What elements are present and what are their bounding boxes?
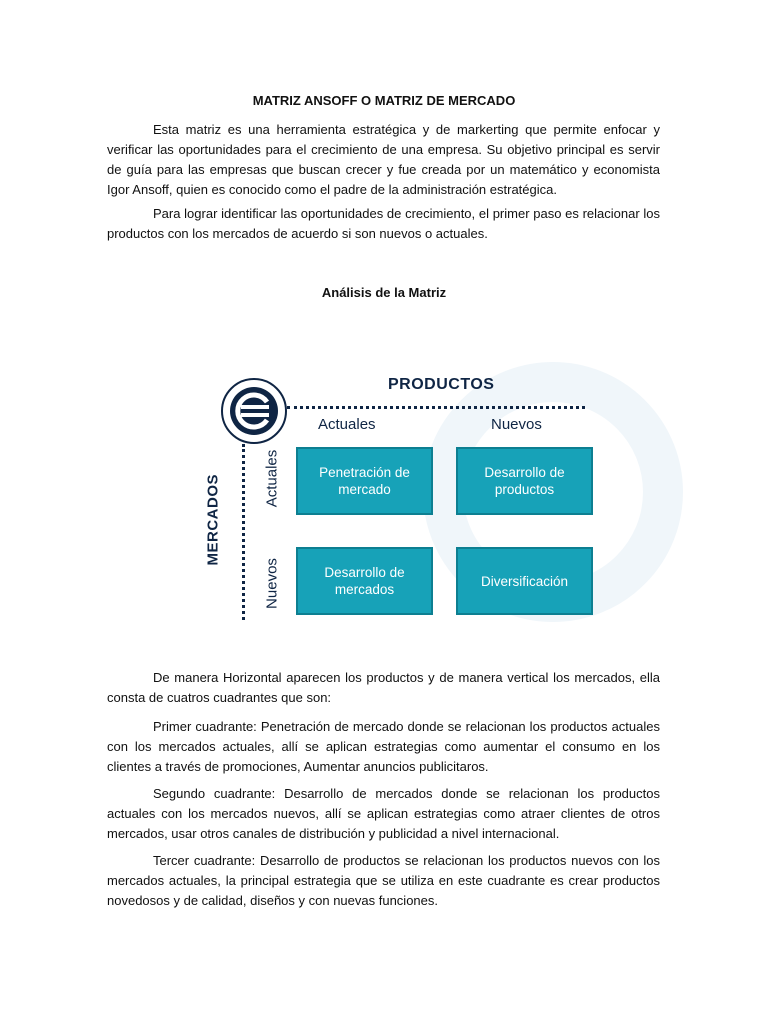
markets-axis-line xyxy=(242,444,245,620)
column-label-nuevos: Nuevos xyxy=(491,416,542,433)
row-label-nuevos: Nuevos xyxy=(263,558,281,609)
products-axis-line xyxy=(287,406,585,409)
logo-icon xyxy=(221,378,287,444)
ansoff-matrix-diagram xyxy=(173,312,623,654)
quadrant-penetracion-de-mercado: Penetración de mercado xyxy=(296,447,433,515)
quadrant-diversificacion: Diversificación xyxy=(456,547,593,615)
body-paragraph-2: Primer cuadrante: Penetración de mercado donde se relacionan los productos actuales con los mercados actuales, allí se aplican estrategias como aumentar el consumo en los clientes a través de promociones, Aumentar anuncios publicitaros. xyxy=(107,719,660,774)
body-paragraph-3: Segundo cuadrante: Desarrollo de mercados donde se relacionan los productos actuales con los mercados nuevos, allí se aplican estrategias como atraer clientes de otros mercados, usar otros canales de distribución y publicidad a nivel internacional. xyxy=(107,786,660,841)
body-paragraph-1: De manera Horizontal aparecen los productos y de manera vertical los mercados, ella consta de cuatros cuadrantes que son: xyxy=(107,670,660,705)
intro-paragraph-1: Esta matriz es una herramienta estratégica y de markerting que permite enfocar y verificar las oportunidades para el crecimiento de una empresa. Su objetivo principal es servir de guía para las empresas que buscan crecer y fue creada por un matemático y economista Igor Ansoff, quien es conocido como el padre de la administración estratégica. xyxy=(107,122,660,197)
row-label-actuales: Actuales xyxy=(263,449,281,508)
quadrant-desarrollo-de-mercados: Desarrollo de mercados xyxy=(296,547,433,615)
body-paragraph-4: Tercer cuadrante: Desarrollo de productos se relacionan los productos nuevos con los mercados actuales, la principal estrategia que se utiliza en este cuadrante es crear productos novedosos y de calidad, diseños y con nuevas funciones. xyxy=(107,853,660,908)
document-title: MATRIZ ANSOFF O MATRIZ DE MERCADO xyxy=(252,93,516,108)
quadrant-desarrollo-de-productos: Desarrollo de productos xyxy=(456,447,593,515)
products-axis-label: PRODUCTOS xyxy=(388,376,495,393)
column-label-actuales: Actuales xyxy=(318,416,376,433)
intro-paragraph-2: Para lograr identificar las oportunidades de crecimiento, el primer paso es relacionar los productos con los mercados de acuerdo si son nuevos o actuales. xyxy=(107,206,660,241)
section-subtitle: Análisis de la Matriz xyxy=(321,285,447,300)
markets-axis-label: MERCADOS xyxy=(204,473,222,566)
